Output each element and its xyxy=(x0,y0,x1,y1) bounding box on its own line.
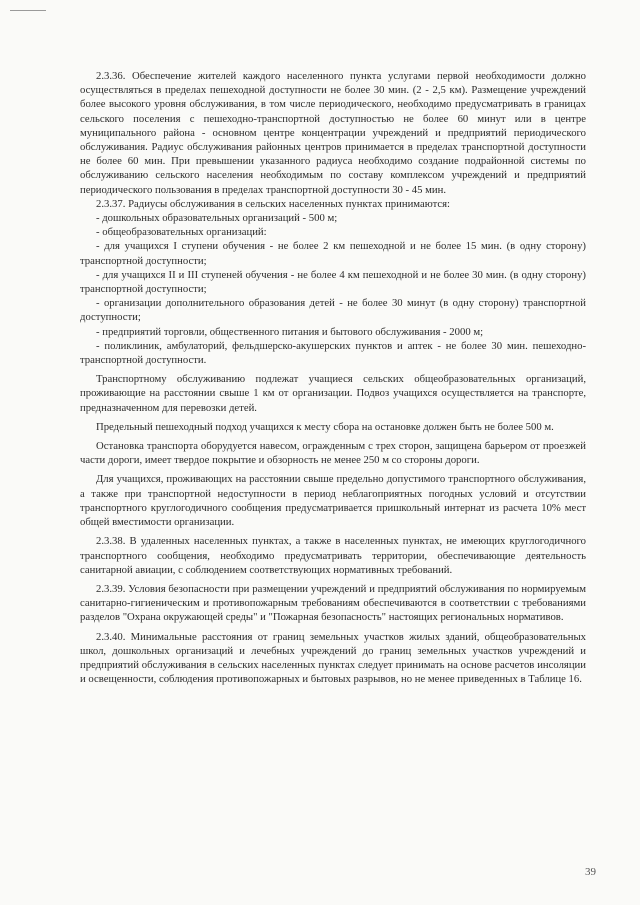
page-number: 39 xyxy=(585,866,596,878)
list-item: - для учащихся II и III ступеней обучения - не более 4 км пешеходной и не более 30 мин. (в одну сторону) транспортной доступности; xyxy=(80,268,586,296)
paragraph-bus-stop: Остановка транспорта оборудуется навесом, огражденным с трех сторон, защищена барьером от проезжей части дороги, имеет твердое покрытие и обзорность не менее 250 м со стороны дороги. xyxy=(80,440,586,467)
paragraph-2-3-38: 2.3.38. В удаленных населенных пунктах, а также в населенных пунктах, не имеющих круглогодичного транспортного сообщения, необходимо предусматривать территории, обеспечивающие деятельность санитарной авиации, с соблюдением соответствующих нормативных требований. xyxy=(80,535,586,576)
paragraph-2-3-36: 2.3.36. Обеспечение жителей каждого населенного пункта услугами первой необходимости должно осуществляться в пределах пешеходной доступности не более 30 мин. (2 - 2,5 км). Размещение учреждений более высокого уровня обслуживания, в том числе периодического, необходимо предусматривать в границах сельского поселения с пешеходно-транспортной доступностью не более 60 минут или в центре муниципального района - основном центре концентрации учреждений и предприятий периодического обслуживания. Радиус обслуживания районных центров принимается в пределах транспортной доступности не более 60 мин. При превышении указанного радиуса необходимо создание подрайонной системы по обслуживанию сельского населения необходимым по составу комплексом учреждений и предприятий периодического пользования в пределах транспортной доступности 30 - 45 мин. xyxy=(80,70,586,196)
list-item: - предприятий торговли, общественного питания и бытового обслуживания - 2000 м; xyxy=(96,325,484,338)
paragraph-2-3-37: 2.3.37. Радиусы обслуживания в сельских населенных пунктах принимаются: xyxy=(96,197,451,210)
paragraph-2-3-40: 2.3.40. Минимальные расстояния от границ земельных участков жилых зданий, общеобразовательных школ, дошкольных организаций и лечебных учреждений до границ земельных участков учреждений и предприятий обслуживания в сельских населенных пунктах следует принимать на основе расчетов инсоляции и освещенности, соблюдения противопожарных и бытовых разрывов, но не менее приведенных в Таблице 16. xyxy=(80,630,586,686)
list-item: - для учащихся I ступени обучения - не более 2 км пешеходной и не более 15 мин. (в одну сторону) транспортной доступности; xyxy=(80,240,586,267)
paragraph-walk-limit: Предельный пешеходный подход учащихся к месту сбора на остановке должен быть не более 500 м. xyxy=(96,420,554,433)
paragraph-transport: Транспортному обслуживанию подлежат учащиеся сельских общеобразовательных организаций, проживающие на расстоянии свыше 1 км от организации. Подвоз учащихся осуществляется на транспорте, предназначенном для перевозки детей. xyxy=(80,373,586,414)
list-item: - дошкольных образовательных организаций - 500 м; xyxy=(96,212,338,225)
list-item: - организации дополнительного образования детей - не более 30 минут (в одну сторону) транспортной доступности; xyxy=(80,297,586,324)
scan-corner-mark xyxy=(10,10,46,11)
paragraph-boarding: Для учащихся, проживающих на расстоянии свыше предельно допустимого транспортного обслуживания, а также при транспортной недоступности в период неблагоприятных погодных условий и отсутствии транспортного круглогодичного сообщения предусматривается пришкольный интернат из расчета 10% мест общей вместимости организации. xyxy=(80,473,586,529)
list-item: - поликлиник, амбулаторий, фельдшерско-акушерских пунктов и аптек - не более 30 мин. пешеходно-транспортной доступности. xyxy=(80,339,586,367)
list-item: - общеобразовательных организаций: xyxy=(96,226,267,239)
document-body xyxy=(80,69,586,686)
service-radius-list xyxy=(80,211,586,367)
paragraph-2-3-39: 2.3.39. Условия безопасности при размещении учреждений и предприятий обслуживания по нормируемым санитарно-гигиеническим и противопожарным требованиям обеспечиваются в соответствии с требованиями разделов "Охрана окружающей среды" и "Пожарная безопасность" настоящих региональных нормативов. xyxy=(80,582,586,624)
